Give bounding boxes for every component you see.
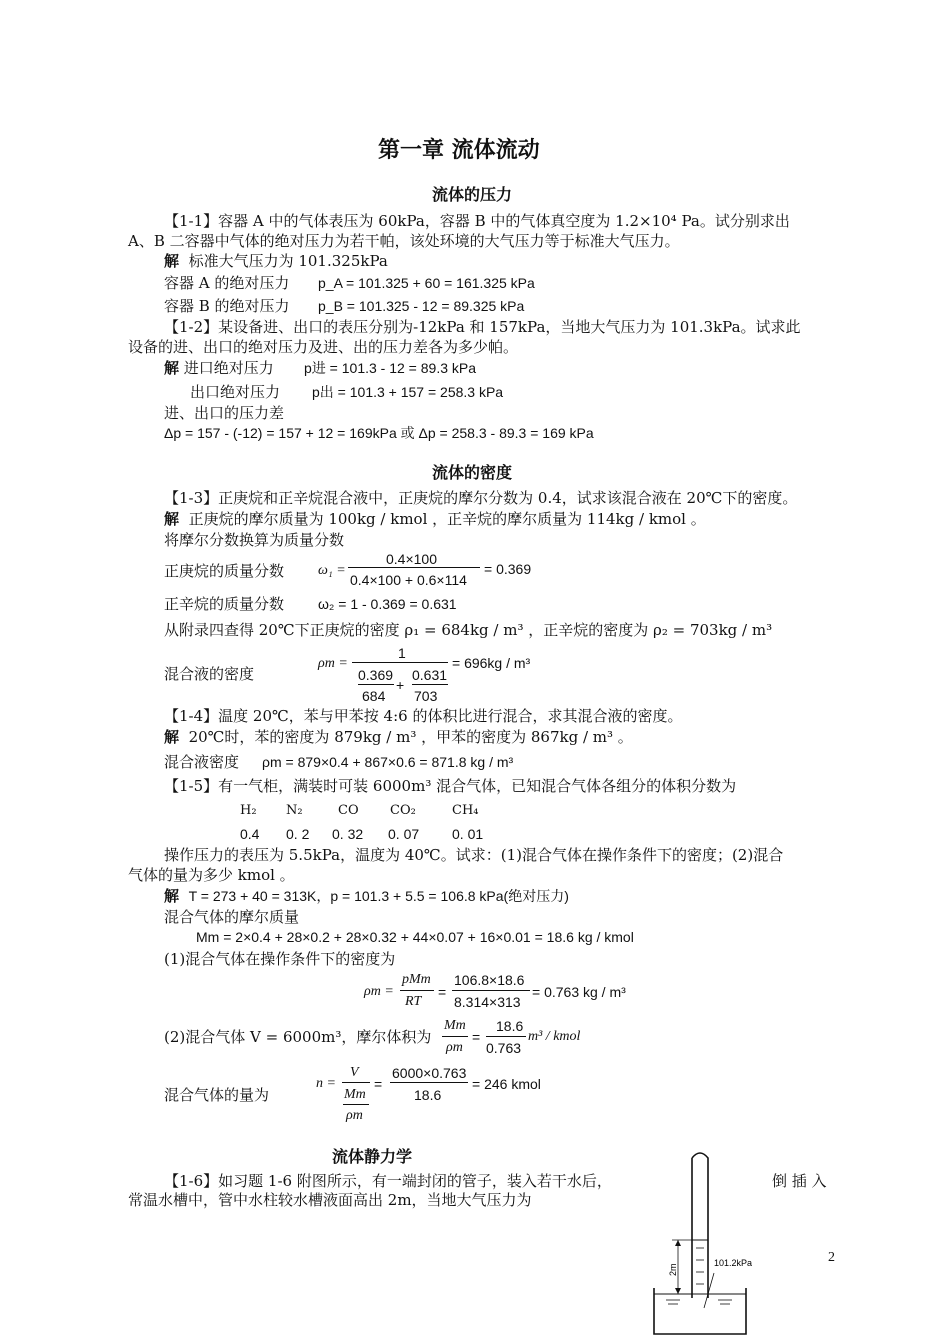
rho-lhs: ρm = [364,984,394,999]
octane-fraction-label: 正辛烷的质量分数 [164,595,285,613]
problem-1-2-text-cont: 设备的进、出口的绝对压力及进、出的压力差各为多少帕。 [128,338,519,356]
fraction-bar [412,684,448,685]
comp-val-co2: 0. 07 [388,826,420,842]
density-lookup-line: 从附录四查得 20℃下正庚烷的密度 ρ₁ = 684kg / m³ ，正辛烷的密度为 ρ₂ = 703kg / m³ [164,621,773,639]
inlet-equation: p进 = 101.3 - 12 = 89.3 kPa [304,360,477,376]
problem-1-5-text-cont2: 气体的量为多少 kmol 。 [128,866,295,884]
problem-1-6-text-right: 倒 插 入 [772,1172,827,1190]
n-den-1a: Mm [344,1087,366,1102]
solution-line: 20℃时，苯的密度为 879kg / m³ ，甲苯的密度为 867kg / m³ 。 [188,728,633,746]
problem-1-5-text: 【1-5】有一气柜，满装时可装 6000m³ 混合气体，已知混合气体各组分的体积分数为 [164,777,737,795]
page-number: 2 [828,1250,835,1265]
comp-name-ch4: CH₄ [452,803,479,818]
fraction-bar [452,990,530,991]
problem-1-2-text: 【1-2】某设备进、出口的表压分别为-12kPa 和 157kPa，当地大气压力为 101.3kPa。试求此 [164,318,801,336]
rho-den-1: RT [405,994,422,1009]
fraction-bar [352,662,448,663]
solution-1-4 [164,727,633,747]
rho-m-lhs: ρm = [318,656,348,671]
solution-label: 解 [164,252,180,270]
fraction-bar [358,684,394,685]
molar-mass-label: 混合气体的摩尔质量 [164,908,300,926]
comp-name-co: CO [338,803,359,818]
rho-num-1: pMm [402,972,431,987]
rho-m-plus: + [396,677,405,693]
vm-den-2: 0.763 [486,1040,522,1056]
problem-1-1-text: 【1-1】容器 A 中的气体表压为 60kPa，容器 B 中的气体真空度为 1.2×10⁴ Pa。试分别求出 [164,212,790,230]
rho-den-2: 8.314×313 [454,994,521,1010]
fraction-bar [390,1082,468,1083]
comp-val-h2: 0.4 [240,826,260,842]
pressure-diff-label: 进、出口的压力差 [164,404,285,422]
solution-line: 标准大气压力为 101.325kPa [188,252,388,270]
omega1-denominator: 0.4×100 + 0.6×114 [350,572,467,588]
pressure-diff-equation: Δp = 157 - (-12) = 157 + 12 = 169kPa 或 Δp = 258.3 - 89.3 = 169 kPa [164,425,594,441]
omega1-lhs: ω₁ = [318,563,346,578]
omega1-numerator: 0.4×100 [386,551,437,567]
vm-unit: m³ / kmol [528,1029,581,1044]
problem-1-1-text-cont: A、B 二容器中气体的绝对压力为若干帕，该处环境的大气压力等于标准大气压力。 [128,232,680,250]
solution-line: T = 273 + 40 = 313K，p = 101.3 + 5.5 = 106.8 kPa(绝对压力) [188,888,569,904]
problem-1-6-text: 【1-6】如习题 1-6 附图所示，有一端封闭的管子，装入若干水后， [164,1172,612,1190]
closed-tube [692,1153,708,1298]
n-lhs: n = [316,1076,336,1091]
container-b-label: 容器 B 的绝对压力 [164,297,290,315]
problem-1-6-text-cont: 常温水槽中，管中水柱较水槽液面高出 2m，当地大气压力为 [128,1191,532,1209]
chapter-title: 第一章 流体流动 [378,138,540,163]
solution-1-5 [164,886,569,906]
section-title-pressure: 流体的压力 [432,185,513,204]
vm-num-2: 18.6 [496,1018,524,1034]
n-equals: = [374,1076,383,1092]
solution-label: 解 [164,510,180,528]
mixture-density-label: 混合液的密度 [164,665,255,683]
comp-val-ch4: 0. 01 [452,826,484,842]
vm-den-1: ρm [446,1040,463,1055]
solution-label: 解 [164,359,180,377]
outlet-equation: p出 = 101.3 + 157 = 258.3 kPa [312,384,504,400]
height-label: 2m [668,1263,678,1276]
water-tank [654,1288,746,1334]
rho-result: = 0.763 kg / m³ [532,984,626,1000]
rho-m-d4: 703 [414,688,438,704]
heptane-fraction-label: 正庚烷的质量分数 [164,562,285,580]
rho-equals: = [438,984,447,1000]
solution-label: 解 [164,728,180,746]
comp-val-co: 0. 32 [332,826,364,842]
comp-name-n2: N₂ [286,803,303,818]
molar-volume-label: (2)混合气体 V = 6000m³，摩尔体积为 [164,1028,432,1046]
solution-line: 正庚烷的摩尔质量为 100kg / kmol ，正辛烷的摩尔质量为 114kg / kmol 。 [188,510,706,528]
fraction-bar [400,990,434,991]
n-num-1: V [350,1065,359,1080]
vm-equals: = [472,1029,481,1045]
n-num-2: 6000×0.763 [392,1065,467,1081]
comp-val-n2: 0. 2 [286,826,310,842]
rho-m-numerator: 1 [398,645,406,661]
inlet-pressure-row [164,358,274,378]
omega1-result: = 0.369 [484,561,532,577]
rho-m-d2: 0.631 [412,667,448,683]
fraction-bar [348,567,480,568]
mixture-density-equation-1-4: ρm = 879×0.4 + 867×0.6 = 871.8 kg / m³ [262,754,514,770]
comp-name-co2: CO₂ [390,803,416,818]
gas-amount-label: 混合气体的量为 [164,1086,270,1104]
pressure-label: 101.2kPa [714,1258,753,1268]
omega2-equation: ω₂ = 1 - 0.369 = 0.631 [318,596,457,612]
solution-label: 解 [164,887,180,905]
fraction-bar [486,1036,526,1037]
n-den-2: 18.6 [414,1087,442,1103]
outlet-label: 出口绝对压力 [190,383,281,401]
comp-name-h2: H₂ [240,803,257,818]
problem-1-3-text: 【1-3】正庚烷和正辛烷混合液中，正庚烷的摩尔分数为 0.4，试求该混合液在 20℃下的密度。 [164,489,798,507]
rho-m-result: = 696kg / m³ [452,655,531,671]
container-a-equation: p_A = 101.325 + 60 = 161.325 kPa [318,275,535,291]
density-under-conditions-label: (1)混合气体在操作条件下的密度为 [164,950,396,968]
rho-m-d1: 0.369 [358,667,394,683]
problem-1-4-text: 【1-4】温度 20℃，苯与甲苯按 4:6 的体积比进行混合，求其混合液的密度。 [164,707,683,725]
section-title-statics: 流体静力学 [332,1147,413,1166]
fraction-bar [342,1082,370,1083]
mixture-density-label-1-4: 混合液密度 [164,753,240,771]
n-den-1b: ρm [346,1108,363,1123]
rho-m-d3: 684 [362,688,386,704]
tube-in-tank-figure [640,1148,758,1338]
conversion-note: 将摩尔分数换算为质量分数 [164,531,345,549]
n-result: = 246 kmol [472,1076,541,1092]
container-b-equation: p_B = 101.325 - 12 = 89.325 kPa [318,298,525,314]
pressure-leader [704,1273,714,1308]
rho-num-2: 106.8×18.6 [454,972,525,988]
solution-1-1 [164,251,388,271]
molar-mass-equation: Mm = 2×0.4 + 28×0.2 + 28×0.32 + 44×0.07 + 16×0.01 = 18.6 kg / kmol [196,929,634,945]
container-a-label: 容器 A 的绝对压力 [164,274,290,292]
solution-1-3 [164,509,706,529]
vm-num-1: Mm [444,1018,466,1033]
inlet-label: 进口绝对压力 [183,359,274,377]
fraction-bar [442,1036,468,1037]
fraction-bar [343,1104,369,1105]
problem-1-5-text-cont: 操作压力的表压为 5.5kPa，温度为 40℃。试求：(1)混合气体在操作条件下的密度；(2)混合 [164,846,784,864]
section-title-density: 流体的密度 [432,463,513,482]
